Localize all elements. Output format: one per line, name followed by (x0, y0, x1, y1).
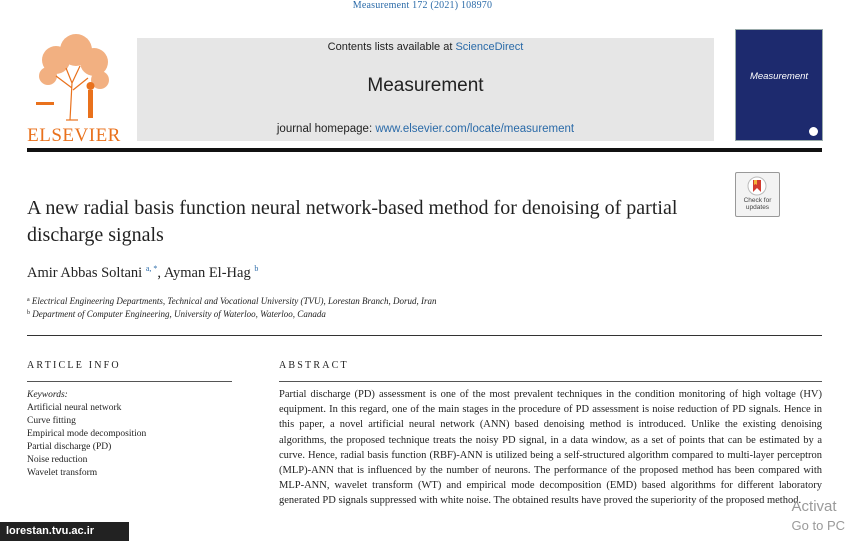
keyword-item: Partial discharge (PD) (27, 442, 112, 452)
affiliation-mark: b (27, 310, 30, 316)
bookmark-icon (747, 176, 767, 196)
affiliation-a (27, 296, 436, 306)
homepage-line (137, 123, 714, 135)
elsevier-logo[interactable] (26, 28, 122, 146)
affiliation-text: Electrical Engineering Departments, Technical and Vocational University (TVU), Lorestan Branch, Dorud, Iran (31, 296, 437, 306)
tree-icon (26, 28, 122, 124)
cover-title: Measurement (749, 71, 809, 82)
contents-prefix: Contents lists available at (327, 41, 453, 53)
check-for-updates-label: Check for updates (743, 197, 772, 211)
activate-windows-overlay (792, 498, 845, 533)
homepage-prefix: journal homepage: (276, 123, 373, 135)
author-affiliation-marks[interactable]: b (254, 264, 259, 273)
citation-line[interactable]: Measurement 172 (2021) 108970 (352, 0, 493, 11)
publisher-logo-text: ELSEVIER (27, 125, 121, 146)
article-info-heading: ARTICLE INFO (27, 360, 121, 371)
keyword-item: Empirical mode decomposition (27, 429, 147, 439)
site-watermark: lorestan.tvu.ac.ir (0, 522, 129, 541)
keyword-item: Curve fitting (27, 416, 76, 426)
author-name[interactable]: Ayman El-Hag (163, 265, 251, 281)
check-for-updates-button[interactable] (735, 172, 780, 217)
activate-line-1: Activat (791, 498, 837, 515)
affiliation-b (27, 309, 326, 319)
affiliation-mark: a (27, 297, 30, 303)
keyword-item: Noise reduction (27, 455, 88, 465)
abstract-heading: ABSTRACT (279, 360, 349, 371)
author-list (27, 264, 258, 282)
sciencedirect-link[interactable]: ScienceDirect (455, 41, 524, 53)
keywords-label: Keywords: (27, 390, 68, 400)
abstract-rule (279, 381, 822, 382)
journal-name: Measurement (367, 75, 484, 96)
abstract-text: Partial discharge (PD) assessment is one of the most prevalent techniques in the condition monitoring of high voltage (HV) equipment. In this regard, one of the main stages in the procedure of PD assessment is noise reduction of PD signals. Hence in this paper, a novel artificial neural network (ANN) based denoising method is introduced. Unlike the existing denoising algorithms, the proposed technique treats the noisy PD signal, in a data window, as a set of points that can be estimated by a curve. Hence, radial basis function (RBF)-ANN is utilized being a self-structured algorithm compared to multi-layer perceptron (MLP)-ANN that is influenced by the number of neurons. The performance of the proposed method has been compared with MLP-ANN, wavelet transform (WT) and empirical mode decomposition (EMD) based algorithms for different laboratory generated PD signals suppressed with white noise. The obtained results have proved the superiority of the proposed method. (279, 389, 822, 507)
journal-banner (137, 38, 714, 141)
contents-line (137, 41, 714, 53)
homepage-link[interactable]: www.elsevier.com/locate/measurement (375, 123, 575, 135)
header-divider (27, 148, 822, 152)
article-info-rule (27, 381, 232, 382)
author-name[interactable]: Amir Abbas Soltani (27, 265, 143, 281)
section-divider (27, 335, 822, 336)
article-title: A new radial basis function neural network-based method for denoising of partial discharge signals (27, 197, 678, 246)
affiliation-text: Department of Computer Engineering, University of Waterloo, Waterloo, Canada (32, 309, 326, 319)
keyword-item: Wavelet transform (27, 468, 98, 478)
activate-line-2: Go to PC (791, 518, 845, 533)
author-separator: , (157, 265, 164, 281)
journal-cover-thumbnail[interactable] (735, 29, 823, 141)
cover-badge-icon (809, 127, 818, 136)
keywords-block (27, 389, 146, 480)
author-affiliation-marks[interactable]: a, * (145, 264, 158, 273)
keyword-item: Artificial neural network (27, 403, 122, 413)
